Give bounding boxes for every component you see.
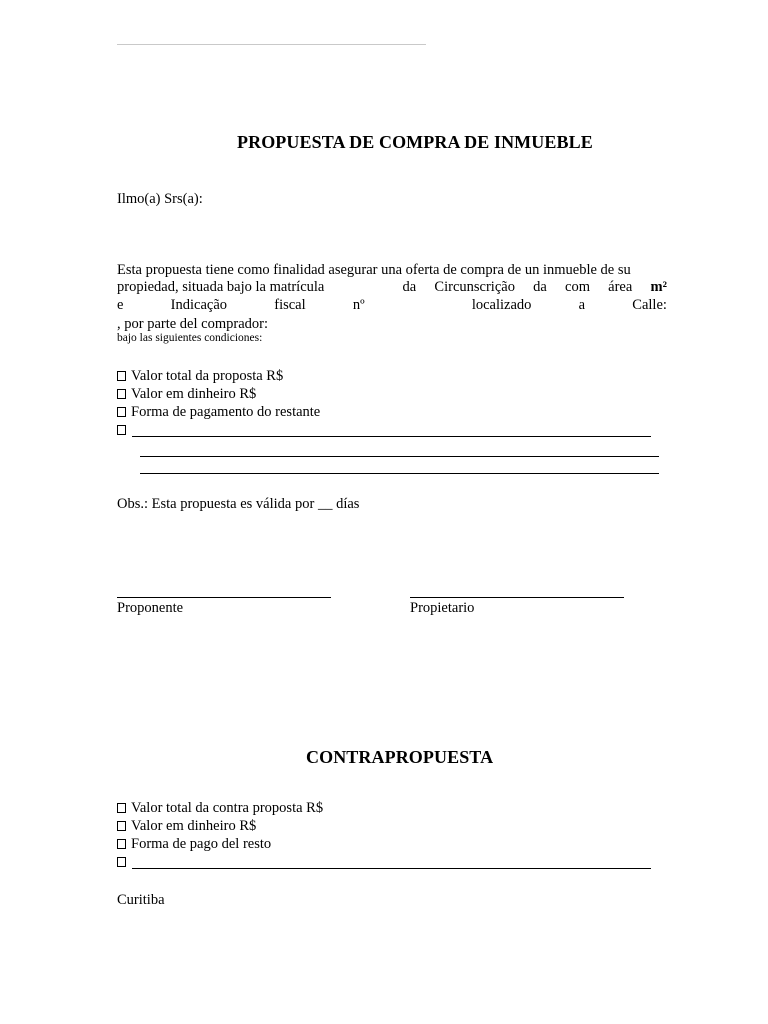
intro-line-3-word: Calle: [632,297,667,313]
condition-label: Valor total da proposta R$ [131,368,284,384]
intro-line-3 [117,297,667,314]
condition-label: Valor em dinheiro R$ [131,386,257,402]
counter-label: Valor em dinheiro R$ [131,818,257,834]
area-unit: m² [650,279,667,295]
intro-line-3-word: localizado [471,297,532,313]
document-title: PROPUESTA DE COMPRA DE INMUEBLE [237,132,593,152]
checkbox-icon [117,821,126,831]
intro-line-3-word: Indicação [170,297,228,313]
intro-line-2-word: da [533,279,547,295]
blank-fill-line [132,436,651,437]
validity-note: Obs.: Esta propuesta es válida por __ días [117,496,360,512]
header-rule [117,44,426,45]
proponent-signature-line [117,597,331,598]
counter-item [117,835,271,853]
intro-line-1: Esta propuesta tiene como finalidad asegurar una oferta de compra de un inmueble de su [117,262,631,278]
intro-line-5: bajo las siguientes condiciones: [117,332,263,344]
proponent-label: Proponente [117,600,184,616]
checkbox-icon [117,425,126,435]
counter-item [117,799,323,817]
checkbox-icon [117,407,126,417]
intro-line-2-word: área [608,279,633,295]
blank-fill-line [140,473,659,474]
intro-line-2-word: da [402,279,417,295]
counter-item-blank [117,853,131,871]
intro-line-4: , por parte del comprador: [117,316,268,332]
condition-item [117,385,256,403]
counter-title: CONTRAPROPUESTA [306,747,494,767]
city-line: Curitiba [117,892,165,908]
intro-line-3-word: fiscal [274,297,306,313]
intro-line-2-word: Circunscrição [434,279,515,295]
owner-signature-line [410,597,624,598]
condition-label: Forma de pagamento do restante [131,404,321,420]
intro-line-2-word: propiedad, situada bajo la matrícula [117,279,325,295]
greeting: Ilmo(a) Srs(a): [117,191,203,207]
condition-item [117,367,283,385]
checkbox-icon [117,371,126,381]
intro-line-3-word: a [578,297,586,313]
counter-label: Forma de pago del resto [131,836,272,852]
blank-fill-line [140,456,659,457]
intro-line-3-word: e [117,297,124,313]
intro-line-2-word: com [565,279,590,295]
condition-item [117,403,320,421]
counter-item [117,817,256,835]
counter-label: Valor total da contra proposta R$ [131,800,324,816]
checkbox-icon [117,803,126,813]
owner-label: Propietario [410,600,475,616]
checkbox-icon [117,839,126,849]
checkbox-icon [117,389,126,399]
checkbox-icon [117,857,126,867]
intro-line-2 [117,279,667,296]
intro-line-3-word: nº [352,297,365,313]
blank-fill-line [132,868,651,869]
condition-item-blank [117,421,131,439]
